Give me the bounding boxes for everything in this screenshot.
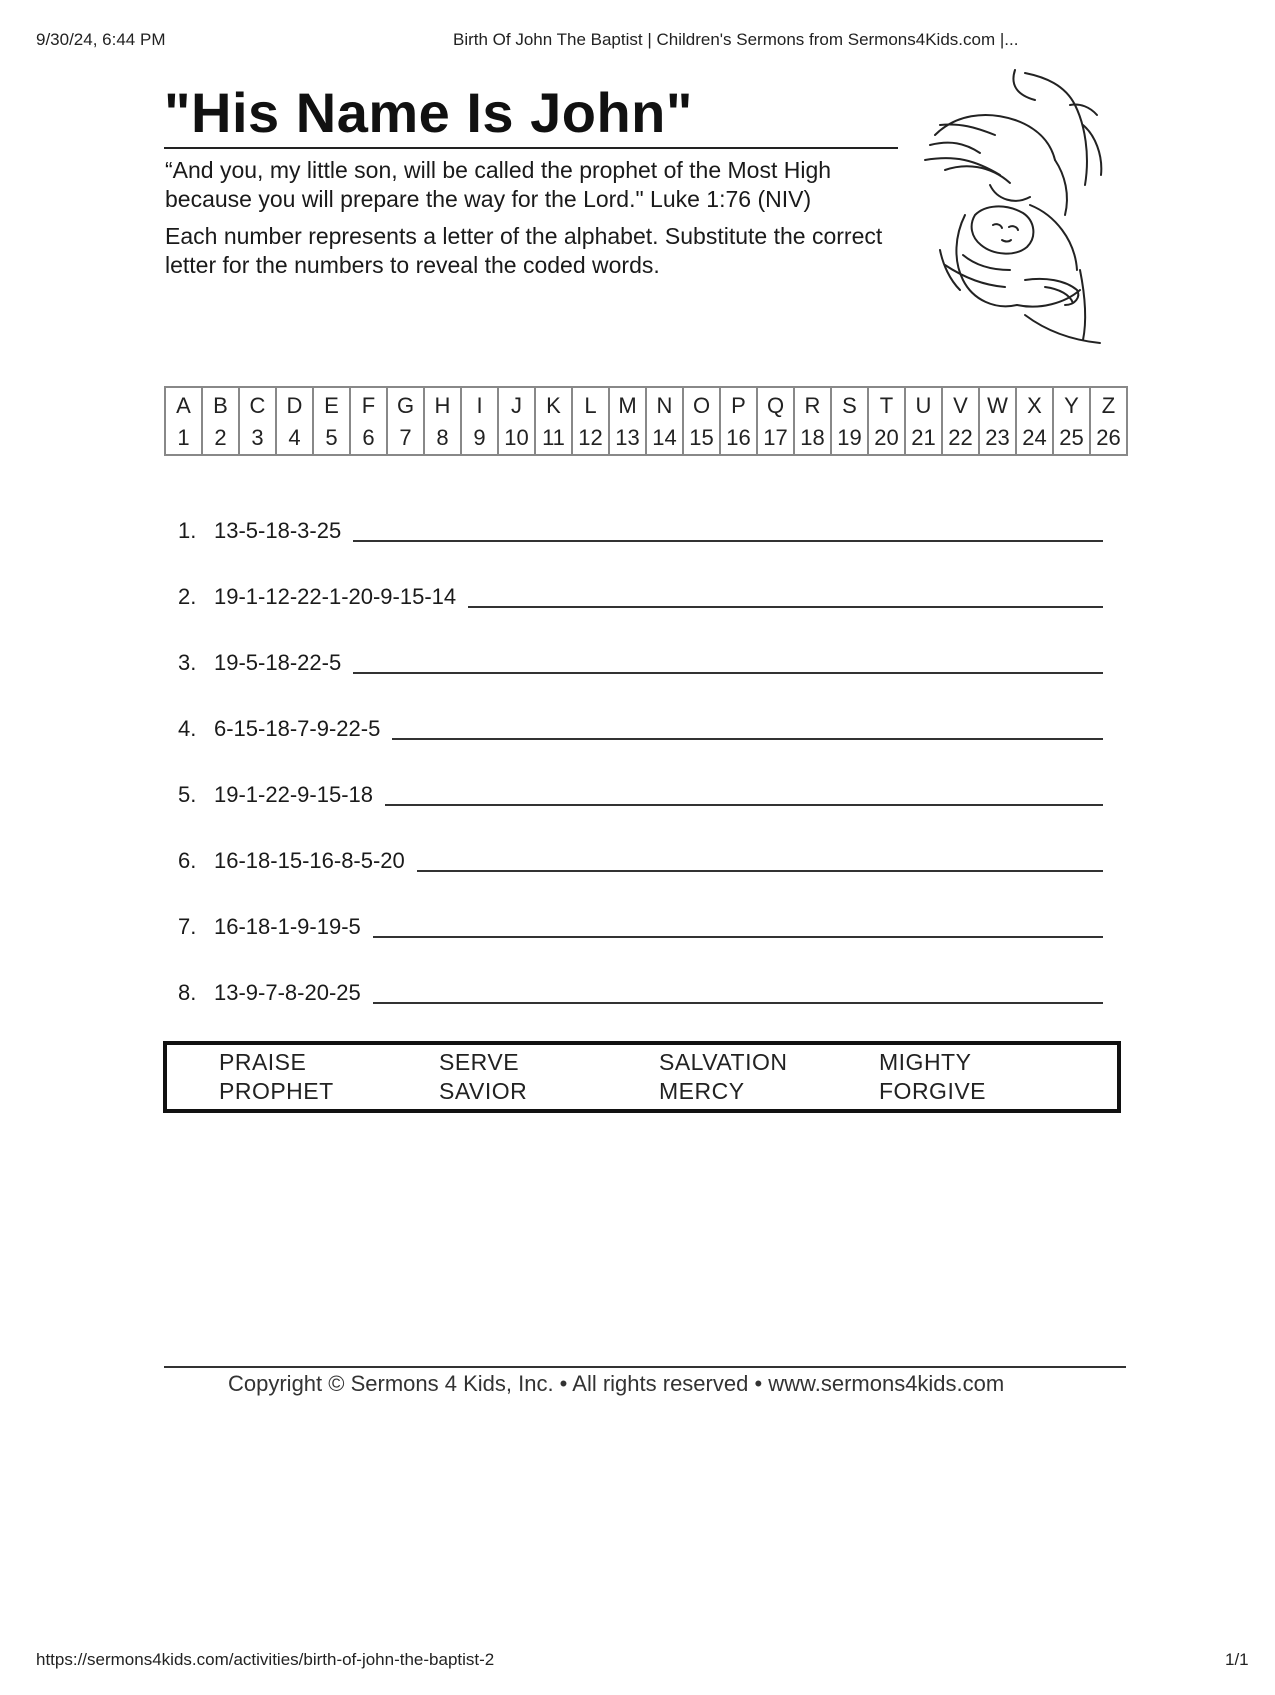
print-page-number: 1/1	[1225, 1650, 1249, 1669]
alphabet-letter: C	[239, 387, 276, 422]
alphabet-number: 12	[572, 422, 609, 455]
alphabet-number: 17	[757, 422, 794, 455]
alphabet-number: 22	[942, 422, 979, 455]
alphabet-number: 1	[165, 422, 202, 455]
alphabet-letter: V	[942, 387, 979, 422]
word-bank-word: PRAISE	[219, 1049, 307, 1075]
alphabet-number: 2	[202, 422, 239, 455]
question-number: 8.	[178, 980, 197, 1005]
question-number: 4.	[178, 716, 197, 741]
word-bank-word: MIGHTY	[879, 1049, 972, 1075]
alphabet-letter: B	[202, 387, 239, 422]
alphabet-letters-row	[165, 387, 1127, 422]
coded-word-item	[178, 808, 1103, 874]
answer-line[interactable]	[417, 870, 1103, 872]
alphabet-number: 14	[646, 422, 683, 455]
copyright-notice: Copyright © Sermons 4 Kids, Inc. • All rights reserved • www.sermons4kids.com	[228, 1371, 1005, 1396]
alphabet-letter: M	[609, 387, 646, 422]
alphabet-number: 19	[831, 422, 868, 455]
coded-word-item	[178, 874, 1103, 940]
word-bank-word: MERCY	[659, 1078, 745, 1104]
alphabet-letter: T	[868, 387, 905, 422]
coded-word-item	[178, 676, 1103, 742]
alphabet-letter: X	[1016, 387, 1053, 422]
alphabet-letter: W	[979, 387, 1016, 422]
question-number: 5.	[178, 782, 197, 807]
alphabet-number: 15	[683, 422, 720, 455]
coded-numbers: 16-18-15-16-8-5-20	[214, 848, 405, 873]
print-date: 9/30/24, 6:44 PM	[36, 30, 166, 49]
copyright-divider	[164, 1366, 1126, 1368]
mother-with-baby-illustration	[905, 65, 1125, 355]
coded-word-list	[178, 478, 1103, 1006]
alphabet-letter: L	[572, 387, 609, 422]
alphabet-letter: N	[646, 387, 683, 422]
coded-numbers: 19-1-22-9-15-18	[214, 782, 373, 807]
alphabet-number: 4	[276, 422, 313, 455]
coded-numbers: 19-5-18-22-5	[214, 650, 342, 675]
answer-line[interactable]	[353, 540, 1103, 542]
alphabet-letter: Q	[757, 387, 794, 422]
alphabet-number: 24	[1016, 422, 1053, 455]
alphabet-number: 5	[313, 422, 350, 455]
alphabet-key-table	[164, 386, 1128, 456]
coded-word-item	[178, 742, 1103, 808]
alphabet-number: 18	[794, 422, 831, 455]
question-number: 2.	[178, 584, 197, 609]
alphabet-number: 11	[535, 422, 572, 455]
alphabet-letter: I	[461, 387, 498, 422]
alphabet-letter: O	[683, 387, 720, 422]
coded-numbers: 16-18-1-9-19-5	[214, 914, 361, 939]
question-number: 3.	[178, 650, 197, 675]
alphabet-letter: P	[720, 387, 757, 422]
alphabet-number: 3	[239, 422, 276, 455]
alphabet-number: 23	[979, 422, 1016, 455]
word-bank	[163, 1041, 1121, 1113]
coded-numbers: 13-9-7-8-20-25	[214, 980, 361, 1005]
answer-line[interactable]	[385, 804, 1103, 806]
alphabet-letter: D	[276, 387, 313, 422]
alphabet-number: 8	[424, 422, 461, 455]
question-number: 7.	[178, 914, 197, 939]
alphabet-number: 7	[387, 422, 424, 455]
alphabet-letter: R	[794, 387, 831, 422]
alphabet-letter: S	[831, 387, 868, 422]
alphabet-letter: Y	[1053, 387, 1090, 422]
coded-numbers: 13-5-18-3-25	[214, 518, 342, 543]
print-url: https://sermons4kids.com/activities/birth-of-john-the-baptist-2	[36, 1650, 495, 1669]
alphabet-letter: U	[905, 387, 942, 422]
alphabet-letter: J	[498, 387, 535, 422]
alphabet-number: 10	[498, 422, 535, 455]
instructions: Each number represents a letter of the alphabet. Substitute the correct letter for the numbers to reveal the coded words.	[165, 223, 883, 278]
print-page-title: Birth Of John The Baptist | Children's Sermons from Sermons4Kids.com |...	[453, 30, 1019, 49]
question-number: 6.	[178, 848, 197, 873]
alphabet-letter: E	[313, 387, 350, 422]
alphabet-letter: G	[387, 387, 424, 422]
coded-word-item	[178, 544, 1103, 610]
alphabet-letter: Z	[1090, 387, 1127, 422]
answer-line[interactable]	[392, 738, 1103, 740]
alphabet-number: 26	[1090, 422, 1127, 455]
word-bank-word: PROPHET	[219, 1078, 334, 1104]
word-bank-word: SAVIOR	[439, 1078, 528, 1104]
coded-numbers: 6-15-18-7-9-22-5	[214, 716, 381, 741]
alphabet-number: 13	[609, 422, 646, 455]
alphabet-letter: F	[350, 387, 387, 422]
answer-line[interactable]	[353, 672, 1103, 674]
title-divider	[164, 147, 898, 149]
coded-word-item	[178, 610, 1103, 676]
question-number: 1.	[178, 518, 197, 543]
worksheet-title: "His Name Is John"	[164, 81, 693, 144]
alphabet-number: 9	[461, 422, 498, 455]
alphabet-letter: H	[424, 387, 461, 422]
alphabet-number: 16	[720, 422, 757, 455]
word-bank-word: SERVE	[439, 1049, 520, 1075]
bible-verse: “And you, my little son, will be called the prophet of the Most High because you will prepare the way for the Lord." Luke 1:76 (NIV)	[165, 157, 832, 212]
coded-word-item	[178, 940, 1103, 1006]
answer-line[interactable]	[373, 1002, 1103, 1004]
word-bank-word: FORGIVE	[879, 1078, 987, 1104]
alphabet-letter: K	[535, 387, 572, 422]
answer-line[interactable]	[468, 606, 1103, 608]
alphabet-number: 21	[905, 422, 942, 455]
coded-numbers: 19-1-12-22-1-20-9-15-14	[214, 584, 457, 609]
alphabet-numbers-row	[165, 422, 1127, 455]
coded-word-item	[178, 478, 1103, 544]
alphabet-letter: A	[165, 387, 202, 422]
alphabet-number: 25	[1053, 422, 1090, 455]
alphabet-number: 20	[868, 422, 905, 455]
alphabet-number: 6	[350, 422, 387, 455]
word-bank-word: SALVATION	[659, 1049, 788, 1075]
answer-line[interactable]	[373, 936, 1103, 938]
